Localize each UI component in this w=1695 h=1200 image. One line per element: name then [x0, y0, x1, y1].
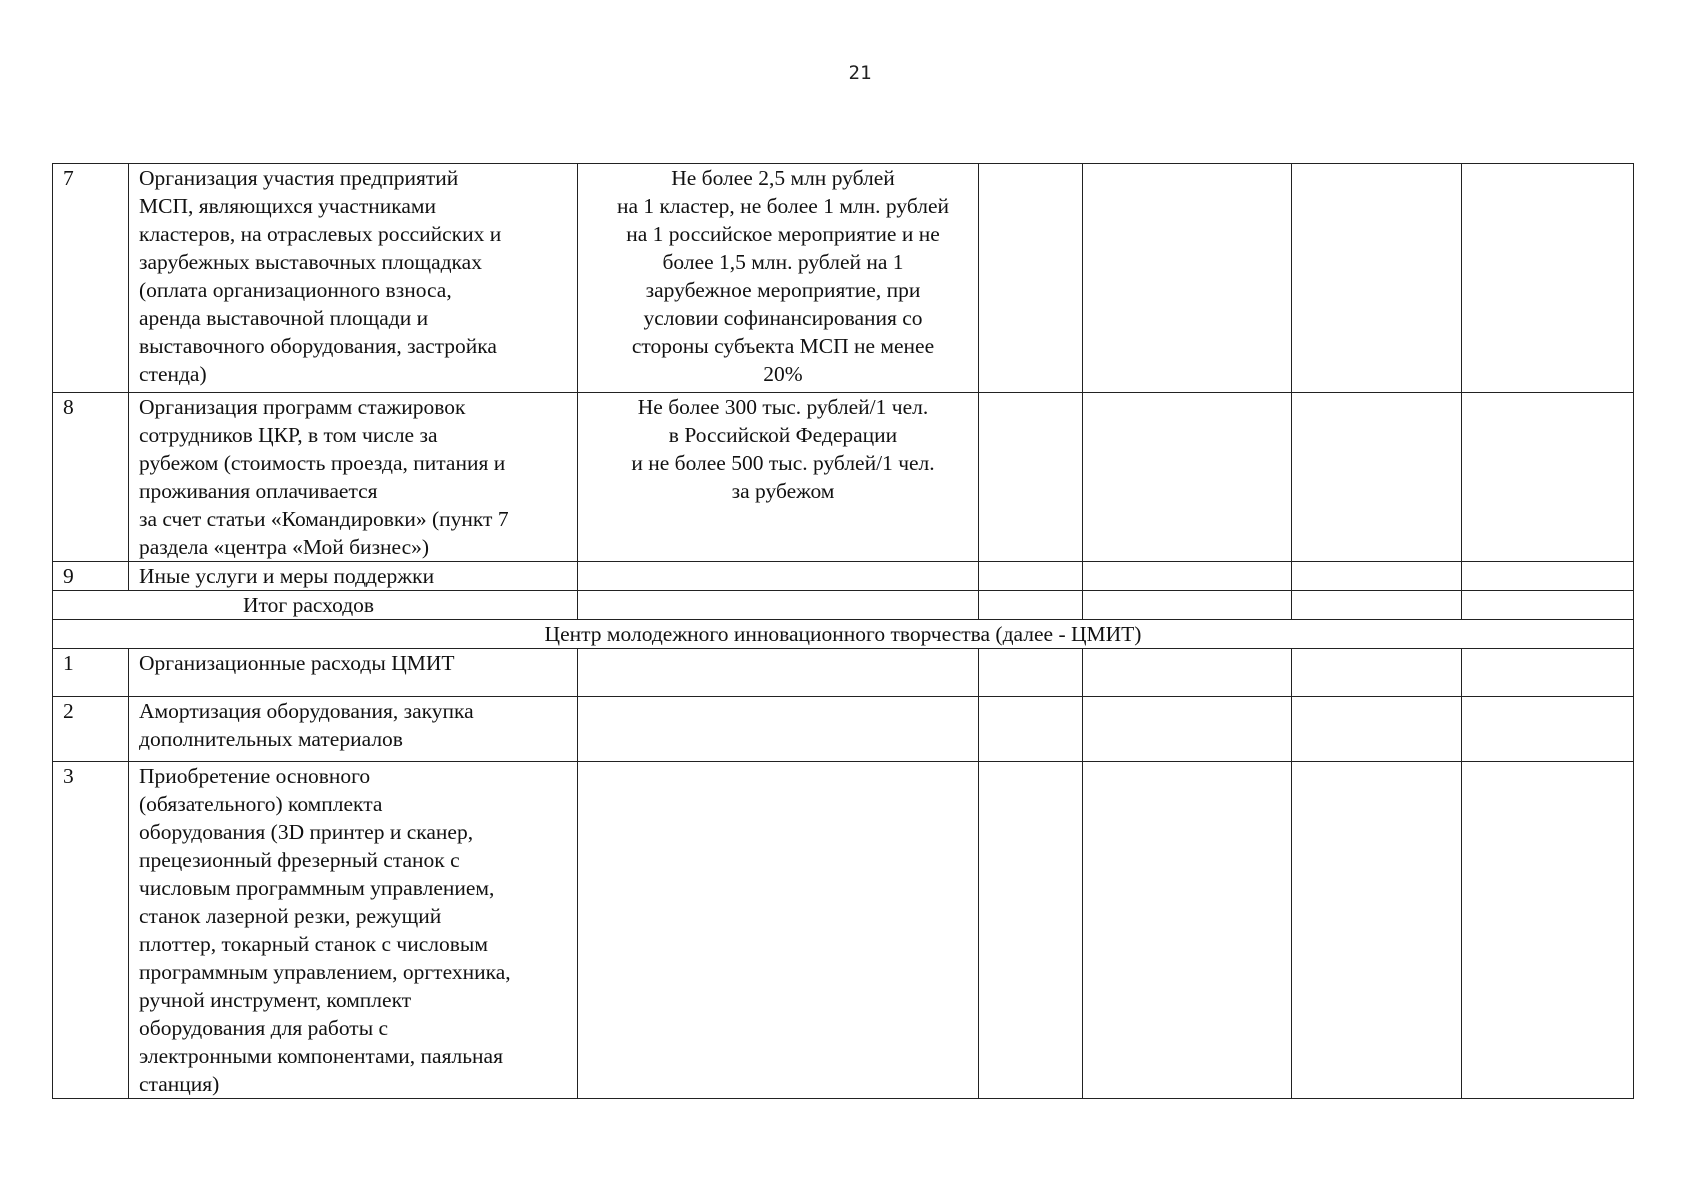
limit-line: на 1 российское мероприятие и не: [626, 222, 940, 246]
row-description: [129, 697, 578, 762]
table-row: [53, 649, 1634, 697]
description-line: Иные услуги и меры поддержки: [139, 564, 435, 588]
empty-cell: [1083, 562, 1292, 591]
row-limit: [578, 562, 979, 591]
description-line: электронными компонентами, паяльная: [139, 1044, 503, 1068]
empty-cell: [1462, 649, 1634, 697]
section-header: Центр молодежного инновационного творчества (далее - ЦМИТ): [53, 620, 1634, 649]
description-line: (оплата организационного взноса,: [139, 278, 452, 302]
empty-cell: [1292, 164, 1462, 393]
row-number: 8: [53, 393, 129, 562]
total-label: Итог расходов: [53, 591, 578, 620]
row-limit: [578, 649, 979, 697]
description-line: зарубежных выставочных площадках: [139, 250, 482, 274]
description-line: оборудования (3D принтер и сканер,: [139, 820, 474, 844]
description-line: станция): [139, 1072, 220, 1096]
table-row: [53, 697, 1634, 762]
description-line: стенда): [139, 362, 207, 386]
limit-line: Не более 2,5 млн рублей: [671, 166, 895, 190]
empty-cell: [1083, 762, 1292, 1099]
limit-line: и не более 500 тыс. рублей/1 чел.: [631, 451, 935, 475]
description-line: дополнительных материалов: [139, 727, 403, 751]
description-line: ручной инструмент, комплект: [139, 988, 412, 1012]
table-row: [53, 562, 1634, 591]
row-number: 7: [53, 164, 129, 393]
description-line: (обязательного) комплекта: [139, 792, 383, 816]
empty-cell: [1083, 697, 1292, 762]
description-line: раздела «центра «Мой бизнес»): [139, 535, 430, 559]
total-row: [53, 591, 1634, 620]
row-limit: [578, 697, 979, 762]
limit-line: зарубежное мероприятие, при: [645, 278, 921, 302]
description-line: выставочного оборудования, застройка: [139, 334, 497, 358]
limit-line: более 1,5 млн. рублей на 1: [662, 250, 904, 274]
empty-cell: [1292, 697, 1462, 762]
row-description: [129, 393, 578, 562]
empty-cell: [1083, 649, 1292, 697]
limit-line: Не более 300 тыс. рублей/1 чел.: [637, 395, 929, 419]
empty-cell: [1462, 393, 1634, 562]
row-number: 9: [53, 562, 129, 591]
empty-cell: [979, 591, 1083, 620]
empty-cell: [979, 393, 1083, 562]
empty-cell: [1462, 697, 1634, 762]
description-line: прецезионный фрезерный станок с: [139, 848, 460, 872]
row-description: [129, 164, 578, 393]
description-line: Амортизация оборудования, закупка: [139, 699, 474, 723]
row-number: 1: [53, 649, 129, 697]
limit-line: 20%: [763, 362, 803, 386]
empty-cell: [1462, 562, 1634, 591]
description-line: программным управлением, оргтехника,: [139, 960, 511, 984]
expense-table: [52, 163, 1634, 1099]
empty-cell: [1462, 762, 1634, 1099]
empty-cell: [979, 164, 1083, 393]
description-line: проживания оплачивается: [139, 479, 378, 503]
empty-cell: [1083, 591, 1292, 620]
row-description: [129, 649, 578, 697]
row-number: 2: [53, 697, 129, 762]
empty-cell: [1292, 393, 1462, 562]
empty-cell: [1292, 649, 1462, 697]
table-row: [53, 393, 1634, 562]
limit-line: в Российской Федерации: [668, 423, 898, 447]
description-line: оборудования для работы с: [139, 1016, 389, 1040]
empty-cell: [1462, 164, 1634, 393]
description-line: плоттер, токарный станок с числовым: [139, 932, 488, 956]
empty-cell: [1292, 562, 1462, 591]
row-number: 3: [53, 762, 129, 1099]
description-line: кластеров, на отраслевых российских и: [139, 222, 502, 246]
empty-cell: [1292, 591, 1462, 620]
limit-line: за рубежом: [731, 479, 835, 503]
description-line: числовым программным управлением,: [139, 876, 495, 900]
description-line: Организационные расходы ЦМИТ: [139, 651, 455, 675]
row-limit: [578, 762, 979, 1099]
empty-cell: [1083, 164, 1292, 393]
empty-cell: [1083, 393, 1292, 562]
empty-cell: [1462, 591, 1634, 620]
row-limit: [578, 164, 979, 393]
table-row: [53, 762, 1634, 1099]
description-line: аренда выставочной площади и: [139, 306, 429, 330]
row-description: [129, 762, 578, 1099]
description-line: Организация участия предприятий: [139, 166, 459, 190]
empty-cell: [1292, 762, 1462, 1099]
row-description: [129, 562, 578, 591]
limit-line: на 1 кластер, не более 1 млн. рублей: [616, 194, 950, 218]
limit-line: стороны субъекта МСП не менее: [631, 334, 935, 358]
empty-cell: [979, 762, 1083, 1099]
description-line: Приобретение основного: [139, 764, 371, 788]
description-line: Организация программ стажировок: [139, 395, 466, 419]
description-line: МСП, являющихся участниками: [139, 194, 437, 218]
empty-cell: [578, 591, 979, 620]
description-line: рубежом (стоимость проезда, питания и: [139, 451, 506, 475]
description-line: сотрудников ЦКР, в том числе за: [139, 423, 438, 447]
empty-cell: [979, 697, 1083, 762]
empty-cell: [979, 649, 1083, 697]
page-number: 21: [848, 62, 872, 84]
section-header-row: [53, 620, 1634, 649]
empty-cell: [979, 562, 1083, 591]
row-limit: [578, 393, 979, 562]
limit-line: условии софинансирования со: [643, 306, 923, 330]
description-line: за счет статьи «Командировки» (пункт 7: [139, 507, 509, 531]
description-line: станок лазерной резки, режущий: [139, 904, 442, 928]
table-row: [53, 164, 1634, 393]
